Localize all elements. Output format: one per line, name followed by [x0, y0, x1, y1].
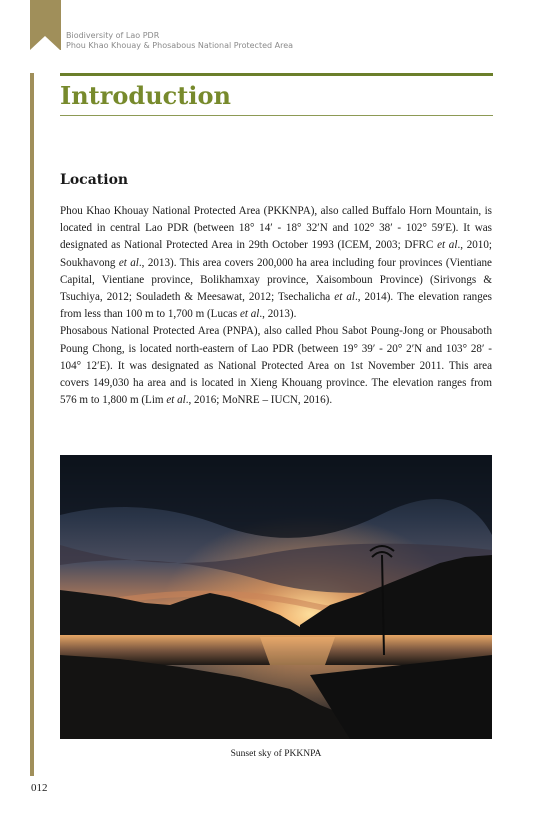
italic-segment: et al — [437, 239, 458, 252]
text-segment: ., 2010; Soukhavong — [60, 239, 492, 269]
figure-caption: Sunset sky of PKKNPA — [230, 749, 322, 759]
section-heading: Location — [60, 172, 129, 188]
title-top-rule — [60, 73, 493, 76]
left-margin-rule — [30, 73, 34, 776]
running-header-title: Biodiversity of Lao PDR — [66, 31, 160, 40]
page-number: 012 — [31, 782, 48, 794]
text-segment: ., 2014). The elevation ranges from less than 100 m to 1,700 m (Lucas — [60, 291, 492, 321]
sunset-photo — [60, 455, 492, 739]
italic-segment: et al — [118, 256, 139, 269]
running-header — [66, 31, 293, 51]
title-bottom-rule — [60, 115, 493, 116]
text-segment: Phosabous National Protected Area (PNPA), also called Phou Sabot Poung-Jong or Phousaboth Poung Chong, is located north-eastern of Lao PDR (between 19° 39′ - 20° 2′N and 103° 28′ - 104° 12′E). It was designated as National Protected Area on 1st November 2011. This area covers 149,030 ha area and is located in Xieng Khouang province. The elevation ranges from 576 m to 1,800 m (Lim — [60, 325, 492, 407]
text-segment: Phou Khao Khouay National Protected Area (PKKNPA), also called Buffalo Horn Mountain, is located in central Lao PDR (between 18° 14′ - 18° 32′N and 102° 38′ - 102° 59′E). It was designated as National Protected Area in 29th October 1993 (ICEM, 2003; DFRC — [60, 205, 492, 252]
running-header-subtitle: Phou Khao Khouay & Phosabous National Protected Area — [66, 41, 294, 50]
paragraph-pkknpa — [60, 203, 492, 323]
body-text — [60, 203, 492, 409]
text-segment: ., 2013). This area covers 200,000 ha area including four provinces (Vientiane Capital, Vientiane province, Bolikhamxay province, Xaisomboun Province) (Sirivongs & Tsuchiya, 2012; Souladeth & Meesawat, 2012; Tsechalicha — [60, 256, 492, 304]
text-segment: ., 2013). — [259, 308, 297, 321]
bookmark-notch — [30, 36, 60, 50]
italic-segment: et al — [239, 308, 260, 321]
italic-segment: et al — [166, 394, 186, 407]
text-segment: ., 2016; MoNRE – IUCN, 2016). — [185, 394, 333, 407]
paragraph-pnpa — [60, 323, 492, 409]
italic-segment: et al — [334, 291, 355, 304]
chapter-title: Introduction — [60, 81, 231, 110]
